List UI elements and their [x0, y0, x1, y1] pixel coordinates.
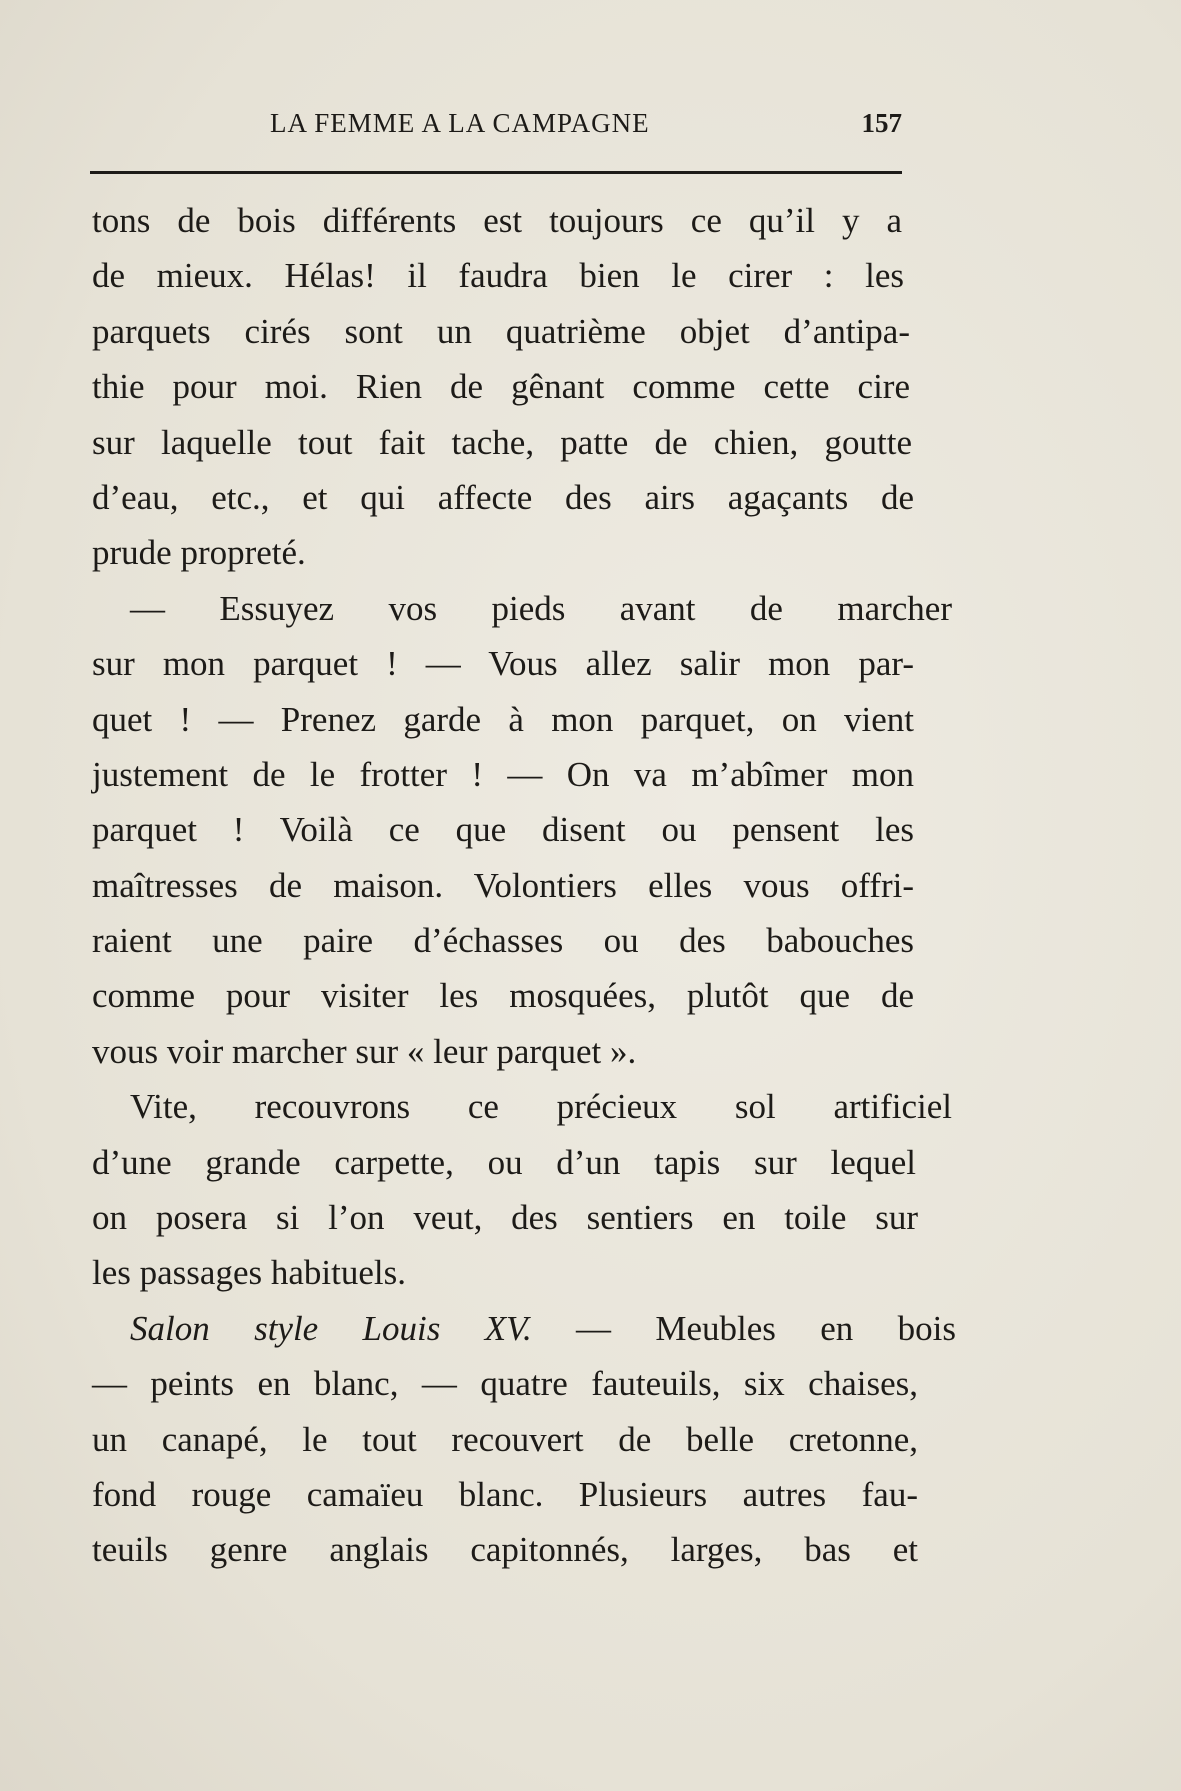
- text-line: sur laquelle tout fait tache, patte de chien, goutte: [92, 422, 912, 462]
- text-line-rest: — Meubles en bois: [576, 1308, 956, 1348]
- text-line: quet ! — Prenez garde à mon parquet, on vient: [92, 699, 914, 739]
- text-line: vous voir marcher sur « leur parquet ».: [92, 1031, 637, 1071]
- page-number: 157: [861, 108, 902, 138]
- text-line: — peints en blanc, — quatre fauteuils, six chaises,: [92, 1364, 918, 1404]
- text-line: un canapé, le tout recouvert de belle cretonne,: [92, 1419, 918, 1459]
- text-line: d’eau, etc., et qui affecte des airs agaçants de: [92, 477, 914, 517]
- text-line: parquets cirés sont un quatrième objet d’antipa-: [92, 311, 910, 351]
- text-line: sur mon parquet ! — Vous allez salir mon par-: [92, 644, 914, 684]
- body-text: [92, 193, 956, 1578]
- text-line: thie pour moi. Rien de gênant comme cette cire: [92, 367, 910, 407]
- text-line: maîtresses de maison. Volontiers elles vous offri-: [92, 865, 914, 905]
- text-line: raient une paire d’échasses ou des babouches: [92, 921, 914, 961]
- text-line: tons de bois différents est toujours ce qu’il y a: [92, 201, 902, 240]
- text-line: justement de le frotter ! — On va m’abîmer mon: [92, 754, 914, 794]
- text-line: les passages habituels.: [92, 1253, 406, 1293]
- text-line: — Essuyez vos pieds avant de marcher: [130, 588, 952, 628]
- text-line: on posera si l’on veut, des sentiers en toile sur: [92, 1198, 918, 1238]
- text-line: parquet ! Voilà ce que disent ou pensent les: [92, 810, 914, 850]
- italic-lead: Salon style Louis XV.: [130, 1308, 532, 1348]
- text-line: fond rouge camaïeu blanc. Plusieurs autres fau-: [92, 1474, 918, 1514]
- text-line: d’une grande carpette, ou d’un tapis sur lequel: [92, 1142, 916, 1182]
- text-line: comme pour visiter les mosquées, plutôt que de: [92, 976, 914, 1016]
- text-line: prude propreté.: [92, 533, 306, 573]
- text-line: [92, 1301, 956, 1356]
- header-rule: [90, 171, 902, 174]
- text-line: de mieux. Hélas! il faudra bien le cirer : les: [92, 256, 904, 296]
- text-line: teuils genre anglais capitonnés, larges, bas et: [92, 1530, 918, 1570]
- page-header: [90, 108, 902, 148]
- text-line: Vite, recouvrons ce précieux sol artificiel: [130, 1087, 952, 1127]
- running-title: LA FEMME A LA CAMPAGNE: [270, 108, 650, 138]
